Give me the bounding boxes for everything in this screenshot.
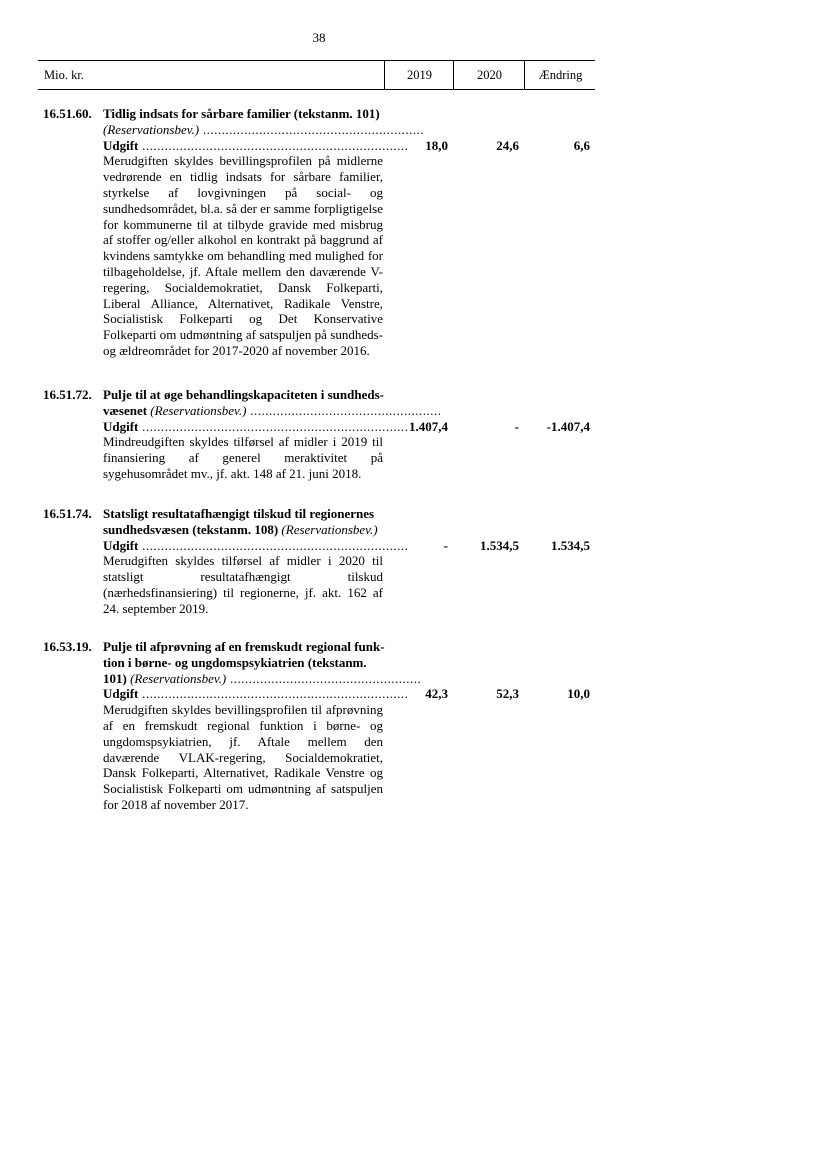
value-2019: - xyxy=(443,537,448,553)
entry-title: Statsligt resultatafhængigt tilskud til regionernes xyxy=(103,506,375,521)
unit-label: Mio. kr. xyxy=(44,68,84,82)
entry-body xyxy=(103,506,408,617)
table-header xyxy=(38,60,595,90)
value-2020: 1.534,5 xyxy=(480,537,519,553)
value-change: 1.534,5 xyxy=(551,537,590,553)
value-change: 10,0 xyxy=(567,686,590,702)
account-number: 16.51.60. xyxy=(43,106,92,121)
value-change: 6,6 xyxy=(573,137,590,153)
leader-dots: ........................................................... xyxy=(199,121,425,137)
entry-reservation-label: (Reservationsbev.) xyxy=(150,402,247,418)
entry-title-continued: sundhedsvæsen (tekstanm. 108) xyxy=(103,521,279,537)
entry-title: Tidlig indsats for sårbare familier (tekstanm. 101) xyxy=(103,106,380,121)
column-header-2020: 2020 xyxy=(453,61,525,89)
leader-dots: ....................................................................... xyxy=(138,137,409,153)
entry-title-continued: tion i børne- og ungdomspsykiatrien (tekstanm. xyxy=(103,654,367,670)
entry-body xyxy=(103,639,422,813)
value-change: -1.407,4 xyxy=(546,418,590,434)
column-header-2019: 2019 xyxy=(384,61,454,89)
entry-body xyxy=(103,106,425,359)
entry-title-continued: væsenet xyxy=(103,402,148,418)
entry-description: Merudgiften skyldes bevillingsprofilen på midlerne vedrørende en tidlig indsats for sårbare familier, styrkelse af lovgivningen på social- og sundhedsområdet, bl.a. så der er samme forpligtigelse for kommunerne til at tilbyde gravide med misbrug af stoffer og/eller alkohol en kontrakt på baggrund af kvindens samtykke om behandling med mulighed for tilbageholdelse, jf. Aftale mellem den daværende V-regering, Socialdemokratiet, Dansk Folkeparti, Liberal Alliance, Alternativet, Radikale Venstre, Socialistisk Folkeparti og Det Konservative Folkeparti om udmøntning af satspuljen på sundheds- og ældreområdet for 2017-2020 af november 2016. xyxy=(103,153,383,358)
value-2019: 1.407,4 xyxy=(409,418,448,434)
entry-reservation-label: (Reservationsbev.) xyxy=(103,121,200,137)
account-number: 16.51.72. xyxy=(43,387,92,402)
leader-dots: ................................................... xyxy=(246,402,442,418)
udgift-label: Udgift xyxy=(103,537,139,553)
account-number: 16.53.19. xyxy=(43,639,92,654)
entry-description: Merudgiften skyldes tilførsel af midler i 2020 til statsligt resultatafhængigt tilskud (nærhedsfinansiering) til regionerne, jf. akt. 162 af 24. september 2019. xyxy=(103,553,383,616)
account-number: 16.51.74. xyxy=(43,506,92,521)
leader-dots: ....................................................................... xyxy=(138,686,409,702)
leader-dots: ....................................................................... xyxy=(138,418,409,434)
entry-description: Merudgiften skyldes bevillingsprofilen til afprøvning af en fremskudt regional funktion i børne- og ungdomspsykiatrien, jf. Aftale mellem den daværende VLAK-regering, Socialdemokratiet, Dansk Folkeparti, Alternativet, Radikale Venstre og Socialistisk Folkeparti om udmøntning af satspuljen for 2018 af november 2017. xyxy=(103,702,383,812)
value-2019: 42,3 xyxy=(425,686,448,702)
value-2020: - xyxy=(514,418,519,434)
column-header-change: Ændring xyxy=(524,61,596,89)
leader-dots: ................................................... xyxy=(226,670,422,686)
entry-description: Mindreudgiften skyldes tilførsel af midler i 2019 til finansiering af generel meraktivitet på sygehusområdet mv., jf. akt. 148 af 21. juni 2018. xyxy=(103,434,383,481)
value-2020: 24,6 xyxy=(496,137,519,153)
value-2020: 52,3 xyxy=(496,686,519,702)
value-2019: 18,0 xyxy=(425,137,448,153)
entry-reservation-label: (Reservationsbev.) xyxy=(281,521,378,537)
leader-dots: ....................................................................... xyxy=(138,537,409,553)
entry-reservation-label: (Reservationsbev.) xyxy=(130,670,227,686)
page-number: 38 xyxy=(312,30,326,45)
udgift-label: Udgift xyxy=(103,137,139,153)
udgift-label: Udgift xyxy=(103,686,139,702)
udgift-label: Udgift xyxy=(103,418,139,434)
entry-title: Pulje til afprøvning af en fremskudt regional funk- xyxy=(103,639,385,654)
entry-title: Pulje til at øge behandlingskapaciteten i sundheds- xyxy=(103,387,384,402)
entry-title-continued: 101) xyxy=(103,670,127,686)
